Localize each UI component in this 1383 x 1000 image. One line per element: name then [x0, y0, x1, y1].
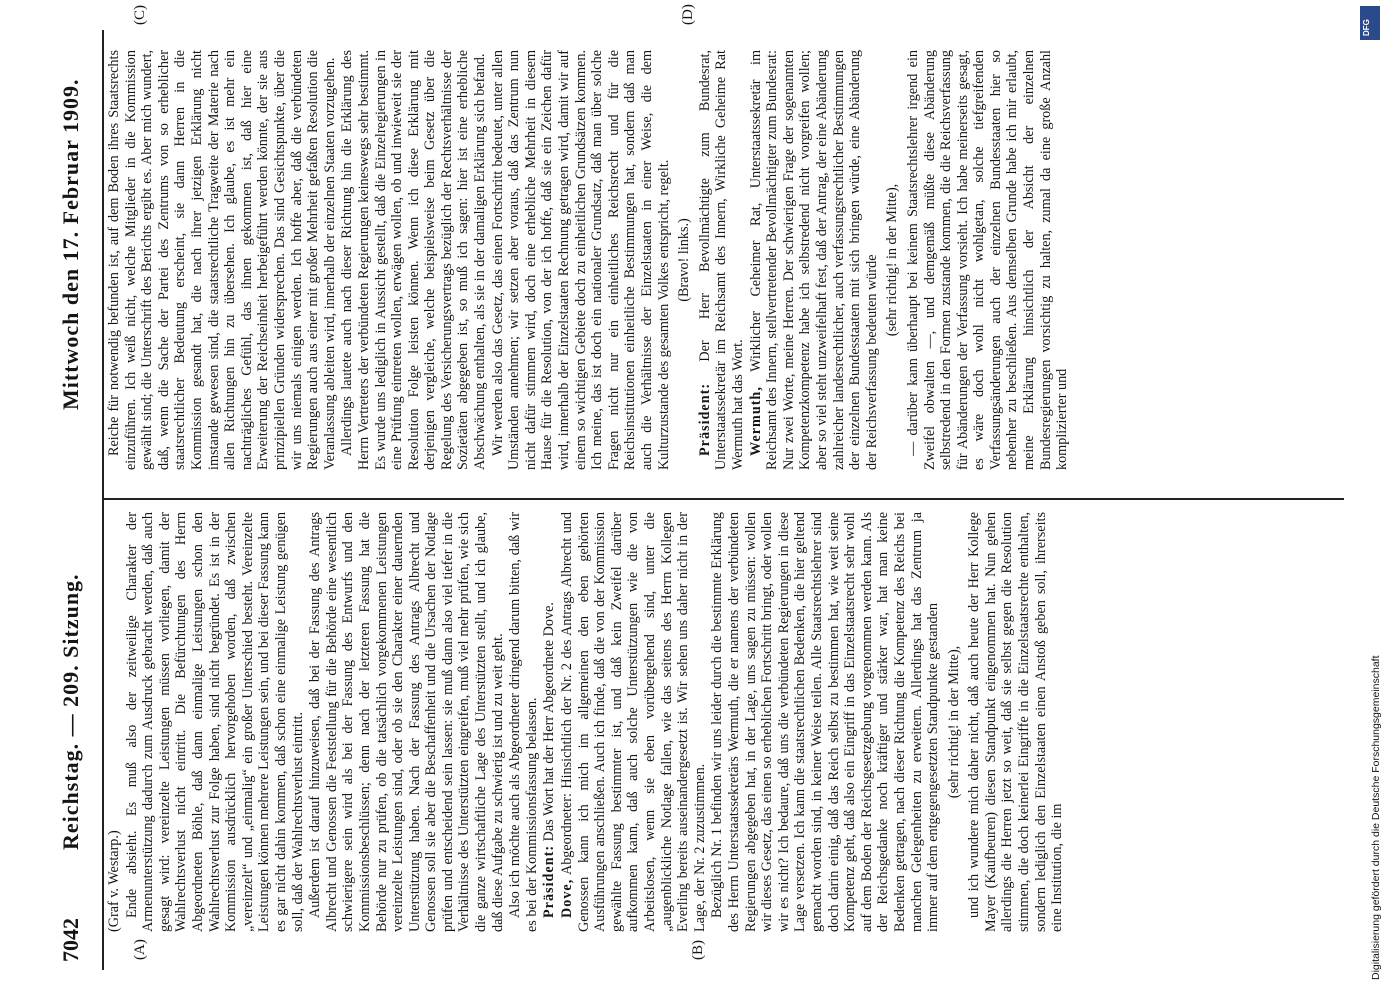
header-rule: [102, 30, 104, 970]
column-divider: [104, 498, 1344, 500]
paragraph: Allerdings lautete auch nach dieser Richtung hin die Erklärung des Herrn Vertreters der verbündeten Regierungen keineswegs sehr bestimmt. Es wurde uns lediglich in Aussicht gestellt, daß die Einzelregierungen in eine Prüfung eintreten wollen, erwägen wollen, ob und inwieweit sie der Resolution Folge leisten können. Wenn ich diese Erklärung mit derjenigen vergleiche, welche beispielsweise beim Gesetz über die Regelung des Versicherungsvertrags bezüglich der Rechtsverhältnisse der Sozietäten abgegeben ist, so muß ich sagen: hier ist eine erhebliche Abschwächung enthalten, als sie in der damaligen Erklärung sich befand.: [339, 50, 489, 470]
page-number: 7042: [58, 918, 83, 962]
margin-letter-c: (C): [132, 5, 148, 25]
speaker-name: Dove,: [559, 878, 576, 918]
dfg-logo-text: DFG: [1362, 19, 1371, 36]
page-header: [58, 30, 94, 970]
paragraph: und ich wundere mich daher nicht, daß auch heute der Herr Kollege Mayer (Kaufbeuren) diesen Standpunkt eingenommen hat. Nun gehen allerdings die Herren jetzt so weit, daß sie selbst gegen die Resolution stimmen, die doch keinerlei Eingriffe in die Einzelstaatsrechte enthalten, sondern lediglich den Einzelstaaten einen Anstoß geben soll, ihrerseits eine Institution, die im: [966, 512, 1066, 932]
paragraph: [559, 512, 708, 932]
speaker-name: Präsident:: [541, 844, 558, 918]
margin-letter-b: (B): [690, 940, 706, 960]
rotated-newspaper-page: [40, 4, 1340, 970]
dfg-logo: [1360, 6, 1380, 40]
paragraph: Also ich möchte auch als Abgeordneter dringend darum bitten, daß wir es bei der Kommissionsfassung belassen.: [507, 512, 540, 932]
session-date: Mittwoch den 17. Februar 1909.: [58, 78, 83, 410]
paragraph: — darüber kann überhaupt bei keinem Staatsrechtslehrer irgend ein Zweifel obwalten —, und demgemäß müßte diese Abänderung selbstredend in den Formen zustande kommen, die die Reichsverfassung für Abänderungen der Verfassung vorsieht. Ich habe meinerseits gesagt, es wäre doch wohl nicht wohlgetan, solche tiefgreifenden Verfassungsänderungen auch der einzelnen Bundesstaaten hier so nebenher zu beschließen. Aus demselben Grunde habe ich mir erlaubt, meine Erklärung hinsichtlich der Absicht der einzelnen Bundesregierungen vorsichtig zu halten, zumal da eine große Anzahl komplizierter und: [904, 50, 1071, 470]
paragraph: [697, 50, 747, 470]
paragraph: (sehr richtig! in der Mitte),: [945, 645, 962, 799]
paragraph: Bezüglich Nr. 1 befinden wir uns leider durch die bestimmte Erklärung des Herrn Unterstaatssekretärs Wermuth, die er namens der verbündeten Regierungen abgegeben hat, in der Lage, uns sagen zu müssen: wollen wir dieses Gesetz, das einen so erheblichen Fortschritt bringt, oder wollen wir es nicht? Ich bedaure, daß uns die verbündeten Regierungen in diese Lage versetzen. Ich kann die staatsrechtlichen Bedenken, die hier geltend gemacht worden sind, in keiner Weise teilen. Alle Staatsrechtslehrer sind doch darin einig, daß das Reich selbst zu bestimmen hat, wie weit seine Kompetenz geht, daß also ein Eingriff in das Einzelstaatsrecht sehr wohl auf dem Boden der Reichsgesetzgebung vorgenommen werden kann. Als der Reichsgedanke noch kräftiger und stärker war, hat man keine Bedenken getragen, nach dieser Richtung die Kompetenz des Reichs bei manchen Gelegenheiten zu erweitern. Allerdings hat das Zentrum ja immer auf dem entgegengesetzten Standpunkte gestanden: [709, 512, 942, 932]
paragraph: [748, 50, 881, 470]
digitization-credit: Digitalisierung gefördert durch die Deutsche Forschungsgemeinschaft: [1370, 655, 1382, 980]
paragraph: Ende absieht. Es muß also der zeitweilige Charakter der Armenunterstützung dadurch zum Ausdruck gebracht werden, daß auch gesagt wird: vereinzelte Leistungen müssen vorliegen, damit der Wahlrechtsverlust nicht eintritt. Die Befürchtungen des Herrn Abgeordneten Böhle, daß dann einmalige Leistungen schon den Wahlrechtsverlust zur Folge haben, sind nicht begründet. Es ist in der Kommission ausdrücklich hervorgehoben worden, daß zwischen „vereinzelt“ und „einmalig“ ein großer Unterschied besteht. Vereinzelte Leistungen können mehrere Leistungen sein, und bei dieser Fassung kann es gar nicht dahin kommen, daß schon eine einmalige Leistung genügen soll, daß der Wahlrechtsverlust eintritt.: [123, 512, 306, 932]
paragraph-text: Das Wort hat der Herr Abgeordnete Dove.: [541, 602, 558, 845]
paragraph-text: Der Herr Bevollmächtigte zum Bundesrat, Unterstaatssekretär im Reichsamt des Innern, Wirkliche Geheime Rat Wermuth hat das Wort.: [696, 50, 746, 470]
speaker-name: Wermuth,: [747, 386, 764, 456]
paragraph: Reiche für notwendig befunden ist, auf dem Boden ihres Staatsrechts einzuführen. Ich weiß nicht, welche Mitglieder in die Kommission gewählt sind; die Unterschrift des Berichts ergibt es. Aber mich wundert, daß, wenn die Sache der Partei des Zentrums von so erheblicher staatsrechtlicher Bedeutung erscheint, sie dann Herren in die Kommission gesandt hat, die nach ihrer jetzigen Erklärung nicht imstande gewesen sind, die staatsrechtliche Tragweite der Materie nach allen Richtungen hin zu übersehen. Ich glaube, es ist mehr ein nachträgliches Gefühl, das ihnen gekommen ist, daß hier eine Erweiterung der Reichseinheit herbeigeführt werden könnte, der sie aus prinzipiellen Gründen widersprechen. Das sind Gesichtspunkte, über die wir uns niemals einigen werden. Ich hoffe aber, daß die verbündeten Regierungen auch aus einer mit großer Mehrheit gefaßten Resolution die Veranlassung ableiten wird, innerhalb der einzelnen Staaten vorzugehen.: [106, 50, 338, 470]
paragraph: Außerdem ist darauf hinzuweisen, daß bei der Fassung des Antrags Albrecht und Genossen die Feststellung für die Behörde eine wesentlich schwierigere sein wird als bei der Fassung des Entwurfs und den Kommissionsbeschlüssen; denn nach der letzteren Fassung hat die Behörde nur zu prüfen, ob die tatsächlich vorgekommenen Leistungen vereinzelte Leistungen sind, oder ob sie den Charakter einer dauernden Unterstützung haben. Nach der Fassung des Antrags Albrecht und Genossen soll sie aber die Beschaffenheit und die Ursachen der Notlage prüfen und entscheidend sein lassen: sie muß dann also viel tiefer in die Verhältnisse des Unterstützten eingreifen, muß viel mehr prüfen, wie sich die ganze wirtschaftliche Lage des Unterstützten stellt, und ich glaube, daß diese Aufgabe zu schwierig ist und zu weit geht.: [307, 512, 506, 932]
paragraph: (Bravo! links.): [676, 218, 693, 302]
margin-letter-a: (A): [132, 939, 148, 960]
speaker-name: Präsident:: [696, 382, 713, 456]
paragraph: Wir werden also das Gesetz, das einen Fortschritt bedeutet, unter allen Umständen annehmen; wir setzen aber voraus, daß das Zentrum nun nicht dafür stimmen wird, doch eine erhebliche Mehrheit in diesem Hause für die Resolution, von der ich hoffe, daß sie ein Zeichen dafür wird, innerhalb der Einzelstaaten Rechnung getragen wird, damit wir auf einem so wichtigen Gebiete doch zu einheitlichen Grundsätzen kommen. Ich meine, das ist doch ein nationaler Grundsatz, daß man über solche Fragen nicht nur ein einheitliches Reichsrecht und für die Reichsinstitutionen einheitliche Bestimmungen hat, sondern daß man auch die Verhältnisse der Einzelstaaten in einer Weise, die dem Kulturzustande des gesamten Volkes entspricht, regelt.: [489, 50, 672, 470]
paragraph: (sehr richtig! in der Mitte),: [884, 183, 901, 337]
left-text-column: [106, 512, 1067, 932]
paragraph: [541, 512, 558, 932]
right-text-column: [106, 50, 1072, 470]
paragraph: (Graf v. Westarp.): [106, 830, 122, 932]
session-title: Reichstag. — 209. Sitzung.: [58, 573, 83, 850]
paragraph-text: Abgeordneter: Hinsichtlich der Nr. 2 des Antrags Albrecht und Genossen kann ich mich im allgemeinen den eben gehörten Ausführungen anschließen. Auch ich finde, daß die von der Kommission gewählte Fassung bestimmter ist, und daß kein Zweifel darüber aufkommen kann, daß auch solche Unterstützungen wie die von Arbeitslosen, wenn sie eben vorübergehend sind, unter die „augenblickliche Notlage fallen, wie das seitens des Herrn Kollegen Everling bereits auseinandergesetzt ist. Wir sehen uns daher nicht in der Lage, der Nr. 2 zuzustimmen.: [559, 512, 708, 932]
paragraph-text: Wirklicher Geheimer Rat, Unterstaatssekretär im Reichsamt des Innern, stellvertretender Bevollmächtigter zum Bundesrat: Nur zwei Worte, meine Herren. Der schwierigen Frage der sogenannten Kompetenzkompetenz habe ich selbstredend nicht vorgreifen wollen; aber so viel steht unzweifelhaft fest, daß der Antrag, der eine Abänderung zahlreicher landesrechtlicher, auch verfassungsrechtlicher Bestimmungen der einzelnen Bundesstaaten mit sich bringen würde, eine Abänderung der Reichsverfassung bedeuten würde: [747, 50, 880, 470]
margin-letter-d: (D): [680, 4, 696, 25]
